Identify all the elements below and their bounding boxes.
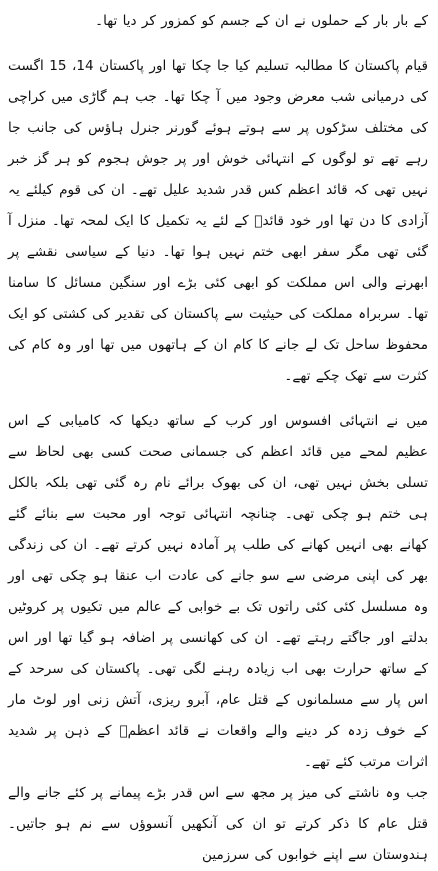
paragraph-health: میں نے انتہائی افسوس اور کرب کے ساتھ دیکھا کہ کامیابی کے اس عظیم لمحے میں قائد اعظم کی جسمانی صحت کسی بھی لحاظ سے تسلی بخش نہیں تھی، ان کی بھوک برائے نام رہ گئی تھی بلکہ بالکل ہی ختم ہو چکی تھی۔ چنانچہ انتہائی توجہ اور محبت سے بنائے گئے کھانے بھی انہیں کھانے کی طلب پر آمادہ نہیں کرتے تھے۔ ان کی زندگی بھر کی اپنی مرضی سے سو جانے کی عادت اب عنقا ہو چکی تھی اور وہ مسلسل کئی کئی راتوں تک بے خوابی کے عالم میں تکیوں پر کروٹیں بدلتے اور جاگتے رہتے تھے۔ ان کی کھانسی پر اضافہ ہو گیا تھا اور اس کے ساتھ حرارت بھی اب زیادہ رہنے لگی تھی۔ پاکستان کی سرحد کے اس پار سے مسلمانوں کے قتل عام، آبرو ریزی، آتش زنی اور لوٹ مار کے خوف زدہ کر دینے والے واقعات نے قائد اعظمؒ کے ذہن پر شدید اثرات مرتب کئے تھے۔: [8, 413, 428, 770]
paragraph-continuation: کے بار بار کے حملوں نے ان کے جسم کو کمزور کر دیا تھا۔: [95, 13, 428, 29]
paragraph-independence: قیام پاکستان کا مطالبہ تسلیم کیا جا چکا تھا اور پاکستان 14، 15 اگست کی درمیانی شب معرض وجود میں آ چکا تھا۔ جب ہم گاڑی میں کراچی کی مختلف سڑکوں پر سے ہوتے ہوئے گورنر جنرل ہاؤس کی جانب جا رہے تھے تو لوگوں کے انتہائی خوش اور پر جوش ہجوم کو ہر گز خبر نہیں تھی کہ قائد اعظم کس قدر شدید علیل تھے۔ ان کی قوم کیلئے یہ آزادی کا دن تھا اور خود قائدؒ کے لئے یہ تکمیل کا ایک لمحہ تھا۔ منزل آ گئی تھی مگر سفر ابھی ختم نہیں ہوا تھا۔ دنیا کے سیاسی نقشے پر ابھرنے والی اس مملکت کو ابھی کئی بڑے اور سنگین مسائل کا سامنا تھا۔ سربراہ مملکت کی حیثیت سے پاکستان کی تقدیر کی کشتی کو ایک محفوظ ساحل تک لے جانے کا کام ان کے ہاتھوں میں تھا اور وہ کام کی کثرت سے تھک چکے تھے۔: [8, 58, 428, 384]
paragraph-breakfast: جب وہ ناشتے کی میز پر مجھ سے اس قدر بڑے پیمانے پر کئے جانے والے قتل عام کا ذکر کرتے تو ان کی آنکھیں آنسوؤں سے نم ہو جاتیں۔ ہندوستان سے اپنے خوابوں کی سرزمین: [8, 785, 428, 863]
paragraph-gap: [8, 37, 428, 51]
paragraph-gap: [8, 392, 428, 406]
